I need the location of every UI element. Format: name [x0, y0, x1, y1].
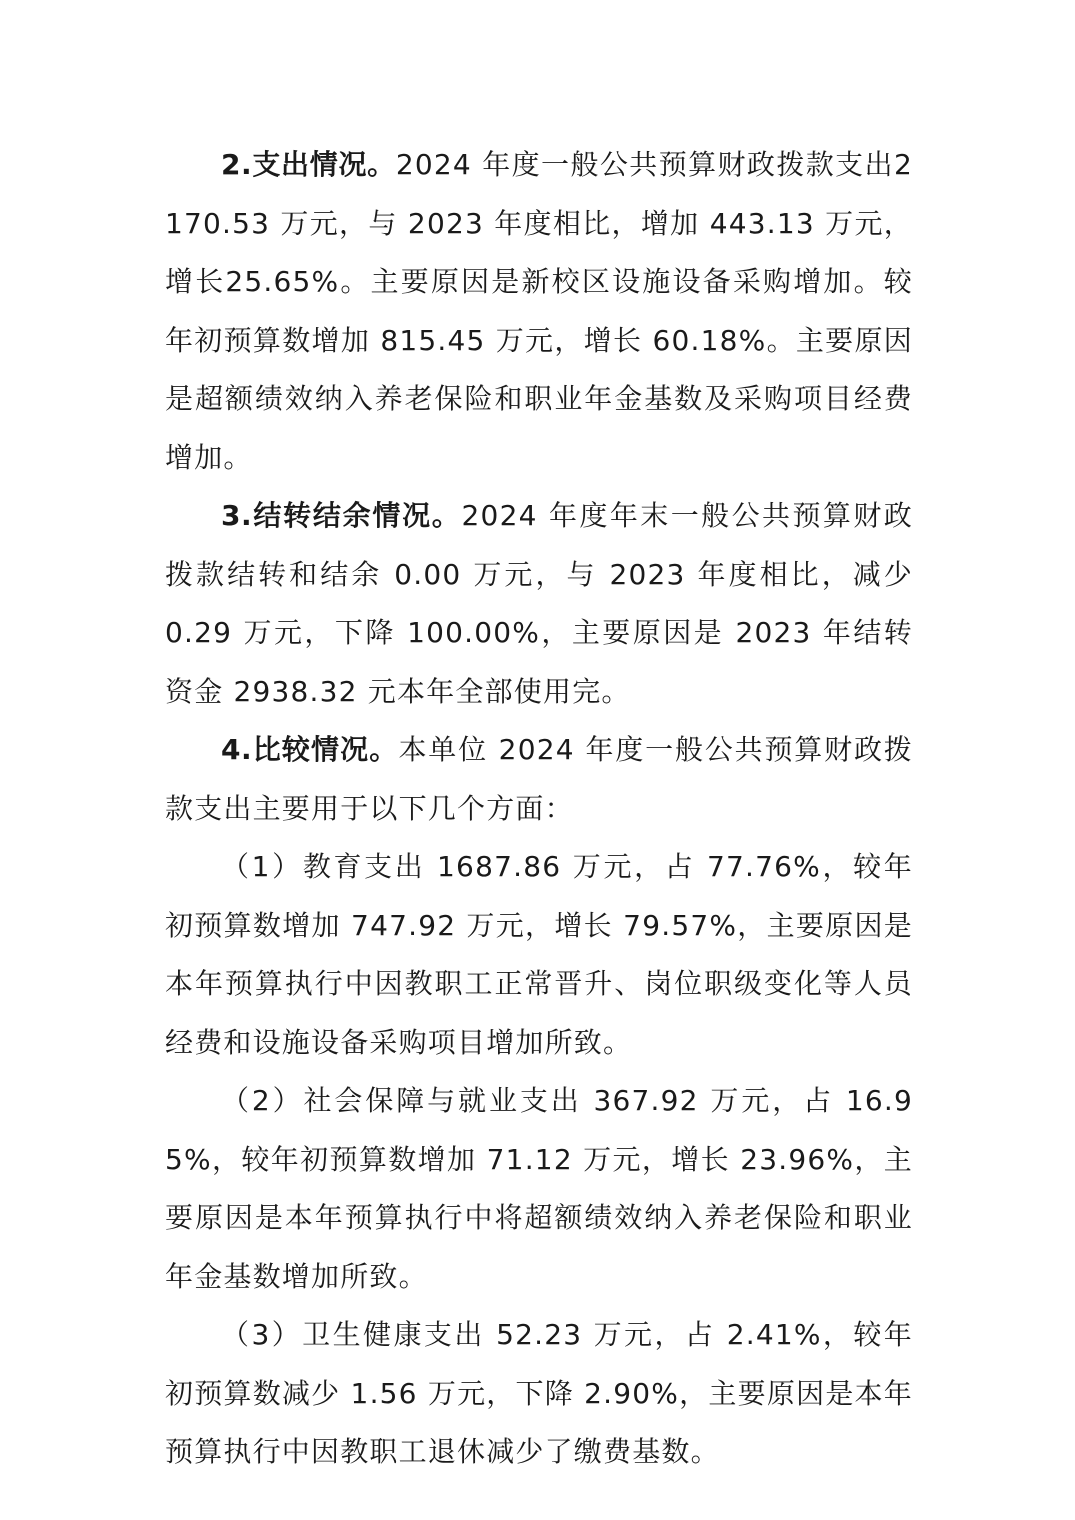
paragraph-body: 2024 年度年末一般公共预算财政拨款结转和结余 0.00 万元，与 2023 年度相比，减少 0.29 万元，下降 100.00%，主要原因是 2023 年结转资金 2938.32 元本年全部使用完。: [165, 499, 913, 708]
document-page: [165, 136, 913, 1482]
paragraph-comparison: [165, 721, 913, 838]
paragraph-education: [165, 838, 913, 1072]
paragraph-body: 本单位 2024 年度一般公共预算财政拨款支出主要用于以下几个方面：: [165, 733, 914, 825]
paragraph-health: [165, 1306, 913, 1482]
paragraph-body: （1）教育支出 1687.86 万元，占 77.76%，较年初预算数增加 747.92 万元，增长 79.57%，主要原因是本年预算执行中因教职工正常晋升、岗位职级变化等人员经费和设施设备采购项目增加所致。: [165, 850, 913, 1059]
paragraph-body: （2）社会保障与就业支出 367.92 万元，占 16.95%，较年初预算数增加 71.12 万元，增长 23.96%，主要原因是本年预算执行中将超额绩效纳入养老保险和职业年金基数增加所致。: [165, 1084, 913, 1293]
heading-comparison: 4.比较情况。: [221, 733, 399, 766]
heading-carryover: 3.结转结余情况。: [221, 499, 462, 532]
paragraph-expenditure: [165, 136, 913, 487]
paragraph-body: 2024 年度一般公共预算财政拨款支出2170.53 万元，与 2023 年度相比，增加 443.13 万元，增长25.65%。主要原因是新校区设施设备采购增加。较年初预算数增加 815.45 万元，增长 60.18%。主要原因是超额绩效纳入养老保险和职业年金基数及采购项目经费增加。: [165, 148, 913, 474]
heading-expenditure: 2.支出情况。: [221, 148, 396, 181]
paragraph-carryover: [165, 487, 913, 721]
paragraph-social-security: [165, 1072, 913, 1306]
paragraph-body: （3）卫生健康支出 52.23 万元，占 2.41%，较年初预算数减少 1.56 万元，下降 2.90%，主要原因是本年预算执行中因教职工退休减少了缴费基数。: [165, 1318, 913, 1468]
